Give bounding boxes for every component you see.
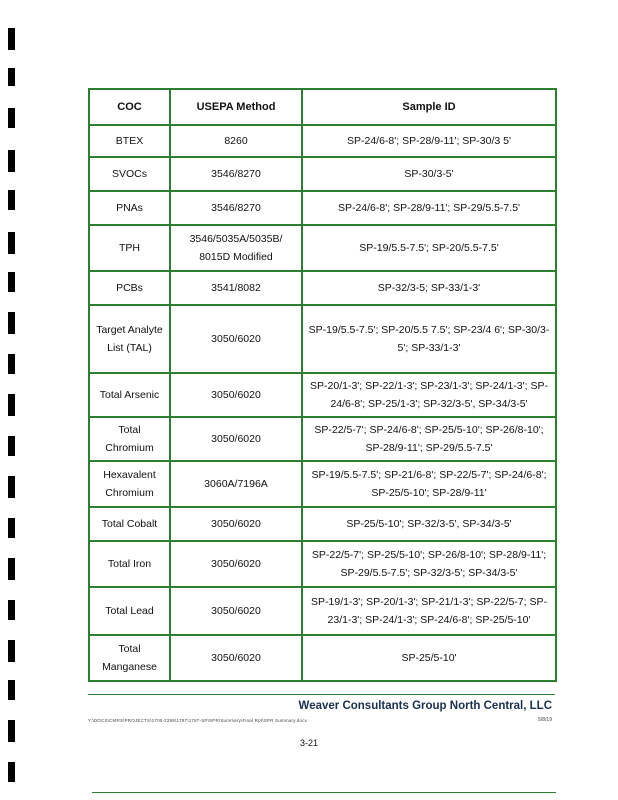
coc-cell: Total Manganese <box>89 635 170 681</box>
header-coc: COC <box>89 89 170 125</box>
table-row <box>89 157 556 191</box>
coc-cell: Total Iron <box>89 541 170 587</box>
table-row <box>89 541 556 587</box>
coc-cell: Total Arsenic <box>89 373 170 417</box>
sample-id-cell: SP-25/5-10' <box>302 635 556 681</box>
method-cell: 3050/6020 <box>170 635 302 681</box>
table-row <box>89 373 556 417</box>
table-row <box>89 461 556 507</box>
coc-cell: Total Cobalt <box>89 507 170 541</box>
method-cell: 3050/6020 <box>170 417 302 461</box>
sample-id-cell: SP-22/5-7'; SP-24/6-8'; SP-25/5-10'; SP-26/8-10'; SP-28/9-11'; SP-29/5.5-7.5' <box>302 417 556 461</box>
binding-marks <box>0 0 20 800</box>
method-cell: 3060A/7196A <box>170 461 302 507</box>
table-row <box>89 507 556 541</box>
method-cell: 3050/6020 <box>170 507 302 541</box>
document-date: 5/8/19 <box>538 717 552 723</box>
sample-id-cell: SP-19/1-3'; SP-20/1-3'; SP-21/1-3'; SP-22/5-7; SP-23/1-3'; SP-24/1-3'; SP-24/6-8'; SP-25/5-10' <box>302 587 556 635</box>
method-cell: 3546/8270 <box>170 191 302 225</box>
method-cell: 3546/8270 <box>170 157 302 191</box>
sample-id-cell: SP-20/1-3'; SP-22/1-3'; SP-23/1-3'; SP-24/1-3'; SP-24/6-8'; SP-25/1-3'; SP-32/3-5', SP-34/3-5' <box>302 373 556 417</box>
sample-id-cell: SP-22/5-7'; SP-25/5-10'; SP-26/8-10'; SP-28/9-11'; SP-29/5.5-7.5'; SP-32/3-5'; SP-34/3-5' <box>302 541 556 587</box>
sample-id-cell: SP-30/3-5' <box>302 157 556 191</box>
method-cell: 3050/6020 <box>170 373 302 417</box>
table-row <box>89 225 556 271</box>
table-row <box>89 125 556 157</box>
coc-cell: BTEX <box>89 125 170 157</box>
method-cell: 3050/6020 <box>170 541 302 587</box>
table-row <box>89 305 556 373</box>
coc-cell: Hexavalent Chromium <box>89 461 170 507</box>
page-number: 3-21 <box>299 738 318 748</box>
sample-id-cell: SP-19/5.5-7.5'; SP-20/5.5-7.5' <box>302 225 556 271</box>
table-row <box>89 417 556 461</box>
table-row <box>89 271 556 305</box>
coc-cell: Target Analyte List (TAL) <box>89 305 170 373</box>
header-sample-id: Sample ID <box>302 89 556 125</box>
coc-method-table <box>88 88 557 682</box>
method-cell: 3541/8082 <box>170 271 302 305</box>
table-header-row <box>89 89 556 125</box>
coc-cell: PNAs <box>89 191 170 225</box>
sample-id-cell: SP-19/5.5-7.5'; SP-20/5.5 7.5'; SP-23/4 6'; SP-30/3-5'; SP-33/1-3' <box>302 305 556 373</box>
header-usepa-method: USEPA Method <box>170 89 302 125</box>
coc-cell: SVOCs <box>89 157 170 191</box>
coc-cell: Total Chromium <box>89 417 170 461</box>
sample-id-cell: SP-25/5-10'; SP-32/3-5', SP-34/3-5' <box>302 507 556 541</box>
coc-cell: TPH <box>89 225 170 271</box>
sample-id-cell: SP-24/6-8'; SP-28/9-11'; SP-30/3 5' <box>302 125 556 157</box>
table-row <box>89 191 556 225</box>
coc-cell: PCBs <box>89 271 170 305</box>
method-cell: 8260 <box>170 125 302 157</box>
method-cell: 3050/6020 <box>170 305 302 373</box>
sample-id-cell: SP-32/3-5; SP-33/1-3' <box>302 271 556 305</box>
table-row <box>89 635 556 681</box>
document-path: Y:\DOCS\CMRS\PROJECTS\1700-2299\1787\1787-SP\SPR\Summary\Final Rpt\SPR Summary.docx <box>88 718 308 723</box>
method-cell: 3050/6020 <box>170 587 302 635</box>
method-cell: 3546/5035A/5035B/ 8015D Modified <box>170 225 302 271</box>
sample-id-cell: SP-24/6-8'; SP-28/9-11'; SP-29/5.5-7.5' <box>302 191 556 225</box>
sample-id-cell: SP-19/5.5-7.5'; SP-21/6-8'; SP-22/5-7'; SP-24/6-8'; SP-25/5-10'; SP-28/9-11' <box>302 461 556 507</box>
table-row <box>89 587 556 635</box>
coc-cell: Total Lead <box>89 587 170 635</box>
company-name: Weaver Consultants Group North Central, LLC <box>298 700 552 712</box>
footer-divider <box>88 694 555 695</box>
bottom-divider <box>92 792 556 793</box>
